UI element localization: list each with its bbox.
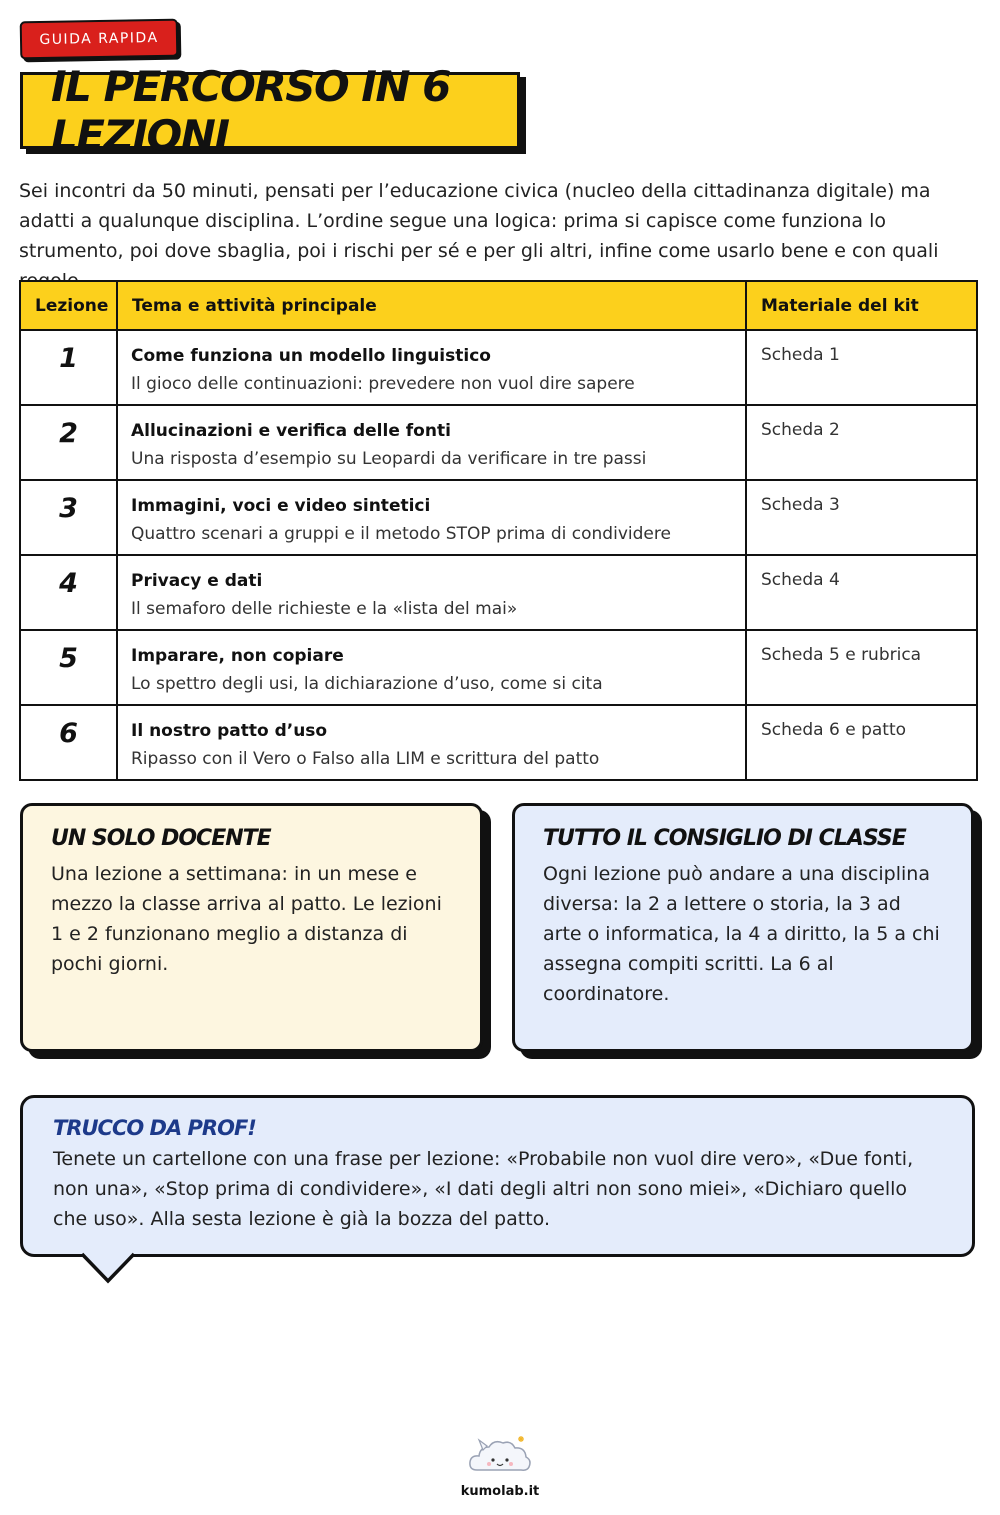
single-teacher-text: Una lezione a settimana: in un mese e mezzo la classe arriva al patto. Le lezioni 1 e 2 funzionano meglio a distanza di pochi giorni.	[51, 863, 442, 975]
lessons-table	[19, 280, 978, 781]
speech-bubble-tail-icon	[80, 1252, 140, 1286]
intro-paragraph: Sei incontri da 50 minuti, pensati per l’educazione civica (nucleo della cittadinanza digitale) ma adatti a qualunque disciplina. L’ordine segue una logica: prima si capisce come funziona lo strumento, poi dove sbaglia, poi i rischi per sé e per gli altri, infine come usarlo bene e con quali	[19, 180, 939, 262]
lesson-title: Allucinazioni e verifica delle fonti	[131, 421, 451, 441]
lesson-topic-cell	[117, 630, 746, 705]
lesson-activity: Lo spettro degli usi, la dichiarazione d’uso, come si cita	[131, 674, 603, 694]
lesson-title: Come funziona un modello linguistico	[131, 346, 491, 366]
lesson-number: 6	[20, 705, 117, 780]
lesson-activity: Il gioco delle continuazioni: prevedere non vuol dire sapere	[131, 374, 635, 394]
teacher-tip-bubble	[20, 1095, 975, 1257]
class-council-text: Ogni lezione può andare a una disciplina diversa: la 2 a lettere o storia, la 3 ad arte o informatica, la 4 a diritto, la 5 a chi assegna compiti scritti. La 6 al coordinatore.	[543, 863, 940, 1005]
class-council-title: TUTTO IL CONSIGLIO DI CLASSE	[543, 826, 906, 851]
table-row	[20, 705, 977, 780]
teacher-tip-title: TRUCCO DA PROF!	[53, 1116, 256, 1140]
lesson-material: Scheda 1	[746, 330, 977, 405]
lesson-material: Scheda 5 e rubrica	[746, 630, 977, 705]
lesson-topic-cell	[117, 330, 746, 405]
column-header-material: Materiale del kit	[746, 281, 977, 330]
lesson-material: Scheda 3	[746, 480, 977, 555]
lesson-number: 1	[20, 330, 117, 405]
lesson-title: Imparare, non copiare	[131, 646, 344, 666]
lesson-material: Scheda 6 e patto	[746, 705, 977, 780]
lesson-activity: Una risposta d’esempio su Leopardi da verificare in tre passi	[131, 449, 647, 469]
teacher-tip-text: Tenete un cartellone con una frase per lezione: «Probabile non vuol dire vero», «Due fonti, non una», «Stop prima di condividere», «I dati degli altri non sono miei», «Dichiaro quello che uso». Alla sesta lezione è già la bozza del patto.	[53, 1148, 914, 1230]
lesson-number: 2	[20, 405, 117, 480]
class-council-card	[512, 803, 974, 1052]
lesson-topic-cell	[117, 705, 746, 780]
page-title: IL PERCORSO IN 6 LEZIONI	[20, 72, 520, 149]
footer-website: kumolab.it	[460, 1484, 540, 1499]
lesson-title: Immagini, voci e video sintetici	[131, 496, 431, 516]
table-row	[20, 405, 977, 480]
table-row	[20, 480, 977, 555]
cloud-mascot-icon	[465, 1432, 535, 1482]
lesson-number: 4	[20, 555, 117, 630]
lesson-topic-cell	[117, 405, 746, 480]
lesson-title: Il nostro patto d’uso	[131, 721, 328, 741]
table-row	[20, 555, 977, 630]
lesson-activity: Quattro scenari a gruppi e il metodo STOP prima di condividere	[131, 524, 671, 544]
column-header-lesson: Lezione	[20, 281, 117, 330]
lesson-activity: Il semaforo delle richieste e la «lista del mai»	[131, 599, 518, 619]
table-row	[20, 630, 977, 705]
single-teacher-title: UN SOLO DOCENTE	[51, 826, 271, 851]
lesson-material: Scheda 2	[746, 405, 977, 480]
single-teacher-card	[20, 803, 483, 1052]
lesson-number: 5	[20, 630, 117, 705]
table-row	[20, 330, 977, 405]
lesson-title: Privacy e dati	[131, 571, 263, 591]
guide-badge: GUIDA RAPIDA	[20, 19, 179, 60]
column-header-topic: Tema e attività principale	[117, 281, 746, 330]
lesson-material: Scheda 4	[746, 555, 977, 630]
lesson-number: 3	[20, 480, 117, 555]
lesson-topic-cell	[117, 480, 746, 555]
table-header-row	[20, 281, 977, 330]
lesson-activity: Ripasso con il Vero o Falso alla LIM e scrittura del patto	[131, 749, 600, 769]
lesson-topic-cell	[117, 555, 746, 630]
